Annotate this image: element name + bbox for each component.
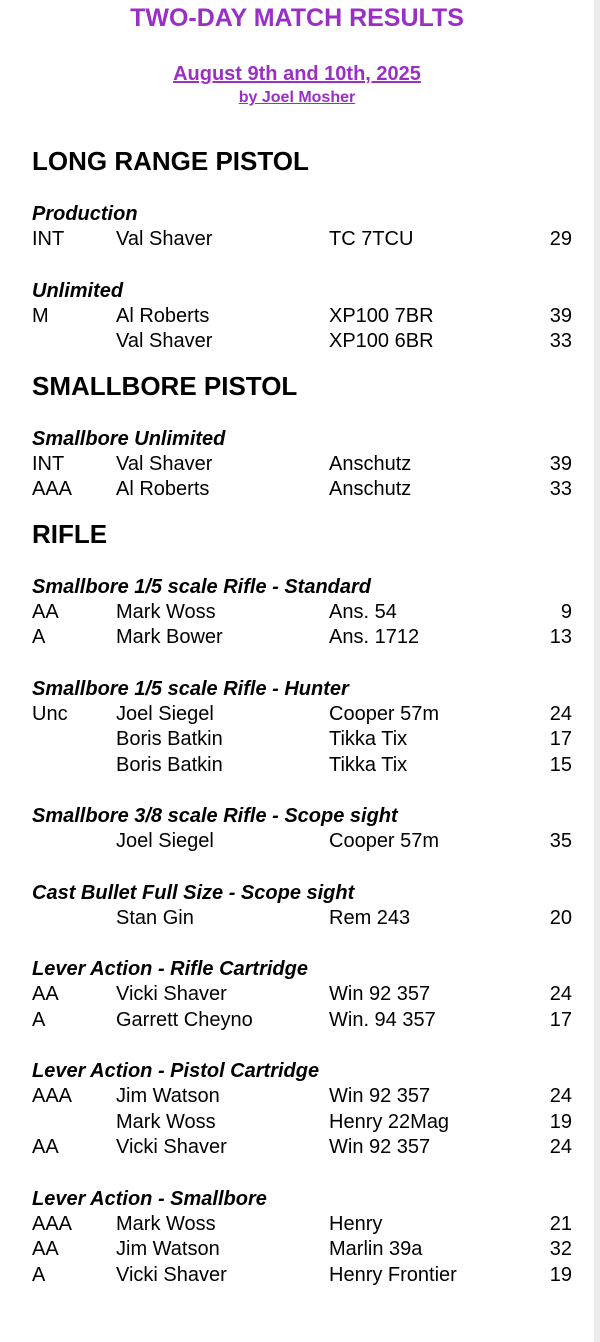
firearm: Win 92 357 <box>329 1085 431 1107</box>
score: 15 <box>549 753 572 776</box>
result-row <box>32 829 572 855</box>
shooter-name: Joel Siegel <box>116 702 214 725</box>
match-class-block <box>32 279 572 355</box>
match-class-block <box>32 202 572 253</box>
shooter-name: Mark Bower <box>116 626 223 648</box>
shooter-class: AA <box>32 983 59 1005</box>
shooter-class: INT <box>32 228 65 250</box>
shooter-class: AAA <box>32 478 73 500</box>
result-row <box>32 600 572 626</box>
result-row <box>32 227 572 253</box>
shooter-class: AAA <box>32 1085 73 1107</box>
results-section <box>32 144 572 355</box>
class-title: Lever Action - Rifle Cartridge <box>32 958 308 980</box>
class-title: Smallbore 3/8 scale Rifle - Scope sight <box>32 805 398 827</box>
page-title: TWO-DAY MATCH RESULTS <box>130 4 464 32</box>
firearm: Win 92 357 <box>329 1136 431 1158</box>
result-row <box>32 906 572 932</box>
score: 19 <box>549 1263 572 1286</box>
shooter-name: Boris Batkin <box>116 753 223 776</box>
firearm: XP100 6BR <box>329 330 434 352</box>
firearm: Ans. 1712 <box>329 626 420 648</box>
class-title: Lever Action - Smallbore <box>32 1187 267 1210</box>
shooter-class: AA <box>32 600 59 623</box>
result-row <box>32 477 572 503</box>
class-title: Unlimited <box>32 279 124 302</box>
shooter-class: A <box>32 1008 46 1031</box>
result-row <box>32 1237 572 1263</box>
shooter-name: Joel Siegel <box>116 830 214 852</box>
score: 24 <box>549 983 572 1005</box>
match-class-block <box>32 677 572 779</box>
score: 17 <box>549 1008 572 1031</box>
firearm: Henry <box>329 1212 383 1235</box>
class-title: Smallbore Unlimited <box>32 427 226 450</box>
shooter-class: AA <box>32 1136 59 1158</box>
score: 29 <box>549 228 572 250</box>
firearm: Henry 22Mag <box>329 1110 450 1133</box>
shooter-name: Mark Woss <box>116 600 216 623</box>
match-class-block <box>32 881 572 932</box>
score: 19 <box>549 1110 572 1133</box>
result-row <box>32 1008 572 1034</box>
shooter-name: Val Shaver <box>116 330 213 352</box>
match-class-block <box>32 1059 572 1161</box>
result-row <box>32 1135 572 1161</box>
firearm: XP100 7BR <box>329 304 434 327</box>
match-class-block <box>32 1187 572 1289</box>
firearm: Tikka Tix <box>329 728 408 750</box>
results-section <box>32 369 572 503</box>
result-row <box>32 452 572 478</box>
shooter-name: Stan Gin <box>116 906 194 929</box>
shooter-class: AA <box>32 1238 59 1260</box>
match-class-block <box>32 575 572 651</box>
author-link[interactable]: by Joel Mosher <box>238 89 356 106</box>
result-row <box>32 625 572 651</box>
section-title: RIFLE <box>32 518 108 549</box>
shooter-class: A <box>32 1263 46 1286</box>
result-row <box>32 329 572 355</box>
firearm: Win. 94 357 <box>329 1008 436 1031</box>
class-title: Smallbore 1/5 scale Rifle - Standard <box>32 575 372 598</box>
result-row <box>32 1110 572 1136</box>
firearm: Anschutz <box>329 452 412 475</box>
firearm: Rem 243 <box>329 906 411 929</box>
shooter-name: Val Shaver <box>116 228 213 250</box>
shooter-class: A <box>32 626 46 648</box>
shooter-name: Boris Batkin <box>116 728 223 750</box>
shooter-class: AAA <box>32 1212 73 1235</box>
match-class-block <box>32 427 572 503</box>
result-row <box>32 702 572 728</box>
firearm: Tikka Tix <box>329 753 408 776</box>
firearm: TC 7TCU <box>329 228 414 250</box>
match-date-link[interactable]: August 9th and 10th, 2025 <box>173 63 421 85</box>
class-title: Smallbore 1/5 scale Rifle - Hunter <box>32 677 349 700</box>
shooter-name: Jim Watson <box>116 1085 220 1107</box>
score: 9 <box>560 600 572 623</box>
shooter-name: Jim Watson <box>116 1238 220 1260</box>
section-title: SMALLBORE PISTOL <box>32 370 298 401</box>
class-title: Cast Bullet Full Size - Scope sight <box>32 881 355 904</box>
result-row <box>32 1263 572 1289</box>
score: 24 <box>549 1136 572 1158</box>
shooter-name: Garrett Cheyno <box>116 1008 253 1031</box>
shooter-name: Vicki Shaver <box>116 983 227 1005</box>
result-row <box>32 982 572 1008</box>
score: 17 <box>549 728 572 750</box>
shooter-class: M <box>32 304 49 327</box>
score: 24 <box>549 1085 572 1107</box>
score: 39 <box>549 304 572 327</box>
firearm: Cooper 57m <box>329 830 440 852</box>
result-row <box>32 1084 572 1110</box>
score: 32 <box>549 1238 572 1260</box>
score: 21 <box>549 1212 572 1235</box>
firearm: Win 92 357 <box>329 983 431 1005</box>
firearm: Ans. 54 <box>329 600 397 623</box>
score: 13 <box>549 626 572 648</box>
shooter-name: Mark Woss <box>116 1110 216 1133</box>
result-row <box>32 1212 572 1238</box>
firearm: Marlin 39a <box>329 1238 423 1260</box>
shooter-name: Vicki Shaver <box>116 1136 227 1158</box>
section-title: LONG RANGE PISTOL <box>32 146 309 176</box>
shooter-name: Vicki Shaver <box>116 1263 227 1286</box>
results-content <box>32 144 572 1302</box>
shooter-name: Val Shaver <box>116 452 213 475</box>
shooter-name: Al Roberts <box>116 478 210 500</box>
shooter-class: INT <box>32 452 65 475</box>
score: 33 <box>549 478 572 500</box>
score: 39 <box>549 452 572 475</box>
shooter-class: Unc <box>32 702 68 725</box>
class-title: Lever Action - Pistol Cartridge <box>32 1060 320 1082</box>
firearm: Anschutz <box>329 478 412 500</box>
score: 33 <box>549 330 572 352</box>
result-row <box>32 753 572 779</box>
result-row <box>32 304 572 330</box>
firearm: Henry Frontier <box>329 1263 457 1286</box>
score: 24 <box>549 702 572 725</box>
shooter-name: Mark Woss <box>116 1212 216 1235</box>
score: 20 <box>549 906 572 929</box>
score: 35 <box>549 830 572 852</box>
results-section <box>32 517 572 1289</box>
match-class-block <box>32 957 572 1033</box>
match-class-block <box>32 804 572 855</box>
firearm: Cooper 57m <box>329 702 440 725</box>
shooter-name: Al Roberts <box>116 304 210 327</box>
result-row <box>32 727 572 753</box>
class-title: Production <box>32 203 138 225</box>
